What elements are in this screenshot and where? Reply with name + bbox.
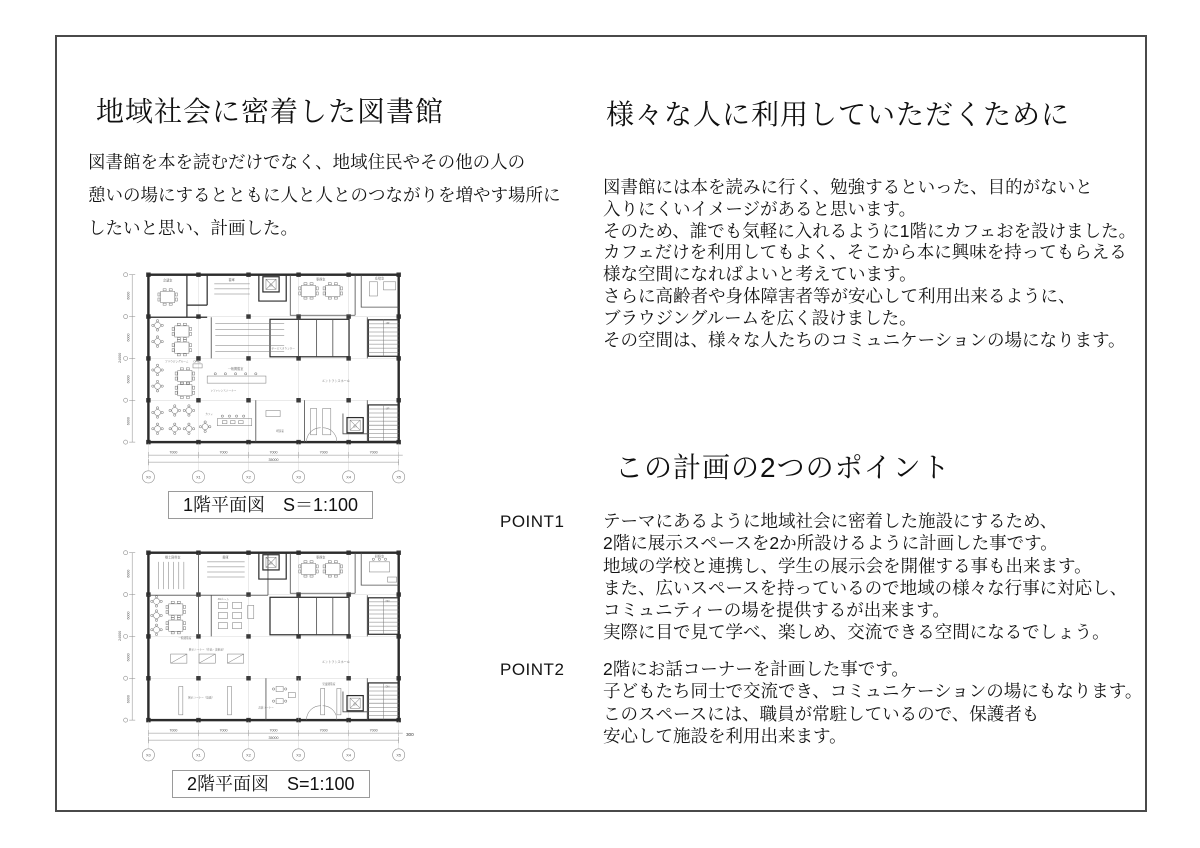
svg-text:X5: X5 (396, 753, 402, 758)
svg-text:X0: X0 (146, 753, 151, 758)
svg-text:郷土資料室: 郷土資料室 (164, 555, 181, 560)
svg-text:事務室: 事務室 (315, 555, 326, 560)
svg-text:サービスカウンター: サービスカウンター (271, 347, 295, 351)
floor-plan-2-drawing (118, 534, 422, 768)
svg-text:エントランスホール: エントランスホール (321, 660, 350, 665)
svg-text:会議室: 会議室 (162, 278, 173, 283)
svg-text:UP: UP (385, 321, 390, 325)
svg-text:6000: 6000 (126, 611, 131, 620)
paragraph-line: 様な空間になればよいと考えています。 (603, 264, 917, 285)
paragraph-line: したいと思い、計画した。 (88, 218, 298, 238)
svg-text:展示コーナー（絵画）: 展示コーナー（絵画） (187, 696, 215, 700)
paragraph-line: その空間は、様々な人たちのコミュニケーションの場になります。 (603, 329, 1126, 350)
floor-plan-1-drawing (118, 256, 422, 490)
left-section-title: 地域社会に密着した図書館 (96, 96, 445, 127)
svg-text:レファレンスコーナー: レファレンスコーナー (210, 389, 237, 393)
svg-text:一般閲覧室: 一般閲覧室 (227, 366, 244, 371)
svg-text:応接室: 応接室 (374, 276, 385, 281)
svg-text:DN: DN (385, 599, 390, 603)
svg-text:35000: 35000 (268, 457, 279, 462)
paragraph-line: テーマにあるように地域社会に密着した施設にするため、 (603, 511, 1058, 531)
paragraph-line: 入りにくいイメージがあると思います。 (603, 198, 917, 219)
svg-text:研修室: 研修室 (374, 554, 385, 559)
paragraph-line: 2階にお話コーナーを計画した事です。 (603, 659, 909, 679)
svg-text:ブラウジングルーム: ブラウジングルーム (165, 360, 189, 364)
svg-text:展示コーナー（作品・美術品）: 展示コーナー（作品・美術品） (188, 648, 226, 652)
paragraph-line: 図書館を本を読むだけでなく、地域住民やその他の人の (88, 152, 526, 172)
svg-text:X2: X2 (246, 475, 251, 480)
svg-text:EV: EV (269, 284, 273, 288)
point2-label: POINT2 (500, 660, 565, 679)
svg-text:一般閲覧室: 一般閲覧室 (178, 636, 192, 640)
paragraph-line: コミュニティーの場を提供するが出来ます。 (603, 600, 950, 621)
svg-text:24000: 24000 (118, 630, 122, 641)
svg-text:X3: X3 (296, 475, 301, 480)
paragraph-line: また、広いスペースを持っているので地域の様々な行事に対応し、 (603, 577, 1128, 598)
svg-text:6000: 6000 (126, 375, 131, 384)
svg-text:35000: 35000 (268, 735, 279, 740)
svg-text:EV: EV (353, 703, 357, 707)
svg-text:6000: 6000 (126, 569, 131, 578)
svg-text:X1: X1 (196, 753, 201, 758)
paragraph-line: カフェだけを利用してもよく、そこから本に興味を持ってもらえる (603, 242, 1127, 263)
svg-text:7000: 7000 (319, 728, 328, 733)
svg-text:6000: 6000 (126, 291, 131, 300)
paragraph-line: このスペースには、職員が常駐しているので、保護者も (603, 703, 1040, 724)
svg-text:7000: 7000 (219, 728, 228, 733)
svg-text:6000: 6000 (126, 333, 131, 342)
svg-text:EV: EV (269, 562, 273, 566)
svg-text:24000: 24000 (118, 352, 122, 363)
svg-text:エントランスホール: エントランスホール (321, 379, 350, 384)
svg-text:X4: X4 (346, 753, 351, 758)
svg-text:書庫: 書庫 (222, 555, 229, 560)
paragraph-line: 憩いの場にするとともに人と人とのつながりを増やす場所に (88, 185, 561, 205)
points-section-title: この計画の2つのポイント (615, 452, 951, 483)
right-section-paragraph (603, 177, 1136, 351)
svg-text:7000: 7000 (169, 728, 178, 733)
svg-text:DN: DN (385, 685, 390, 689)
right-section-title: 様々な人に利用していただくために (606, 99, 1071, 130)
svg-text:300: 300 (405, 732, 414, 738)
paragraph-line: 図書館には本を読みに行く、勉強するといった、目的がないと (603, 177, 1093, 197)
svg-text:書庫: 書庫 (228, 277, 235, 282)
svg-text:7000: 7000 (269, 728, 278, 733)
svg-text:カフェ: カフェ (205, 413, 214, 417)
paragraph-line: 地域の学校と連携し、学生の展示会を開催する事も出来ます。 (603, 555, 1092, 576)
svg-text:X4: X4 (346, 475, 351, 480)
paragraph-line: 子どもたち同士で交流でき、コミュニケーションの場にもなります。 (603, 681, 1143, 702)
svg-text:事務室: 事務室 (315, 277, 326, 282)
svg-text:X1: X1 (196, 475, 201, 480)
svg-text:7000: 7000 (369, 728, 378, 733)
point2-paragraph (603, 658, 1142, 747)
point1-paragraph (603, 510, 1127, 644)
svg-text:UP: UP (385, 407, 390, 411)
svg-text:AVルーム: AVルーム (217, 597, 229, 601)
svg-text:6000: 6000 (126, 695, 131, 704)
svg-text:6000: 6000 (126, 653, 131, 662)
svg-text:OPAC: OPAC (193, 360, 201, 364)
svg-text:喫茶室: 喫茶室 (276, 429, 285, 433)
svg-text:X5: X5 (396, 475, 402, 480)
svg-text:X0: X0 (146, 475, 151, 480)
svg-text:7000: 7000 (369, 450, 378, 455)
svg-text:7000: 7000 (319, 450, 328, 455)
svg-text:7000: 7000 (169, 450, 178, 455)
svg-text:お話コーナー: お話コーナー (258, 706, 274, 710)
svg-text:7000: 7000 (269, 450, 278, 455)
paragraph-line: そのため、誰でも気軽に入れるように1階にカフェおを設けました。 (603, 220, 1137, 241)
plan1-caption: 1階平面図 S＝1:100 (168, 491, 373, 519)
svg-text:EV: EV (353, 425, 357, 429)
svg-text:7000: 7000 (219, 450, 228, 455)
point1-label: POINT1 (500, 512, 565, 531)
left-section-paragraph (88, 146, 561, 245)
svg-text:6000: 6000 (126, 417, 131, 426)
paragraph-line: ブラウジングルームを広く設けました。 (603, 307, 917, 328)
plan1-room-labels (163, 276, 390, 433)
paragraph-line: 2階に展示スペースを2か所設けるように計画した事です。 (603, 533, 1058, 554)
paragraph-line: 実際に目で見て学べ、楽しめ、交流できる空間になるでしょう。 (603, 622, 1110, 643)
paragraph-line: さらに高齢者や身体障害者等が安心して利用出来るように、 (603, 285, 1076, 306)
svg-text:児童閲覧室: 児童閲覧室 (322, 682, 336, 686)
svg-text:X2: X2 (246, 753, 251, 758)
svg-text:X3: X3 (296, 753, 301, 758)
paragraph-line: 安心して施設を利用出来ます。 (603, 725, 847, 746)
plan2-caption: 2階平面図 S=1:100 (172, 770, 370, 798)
